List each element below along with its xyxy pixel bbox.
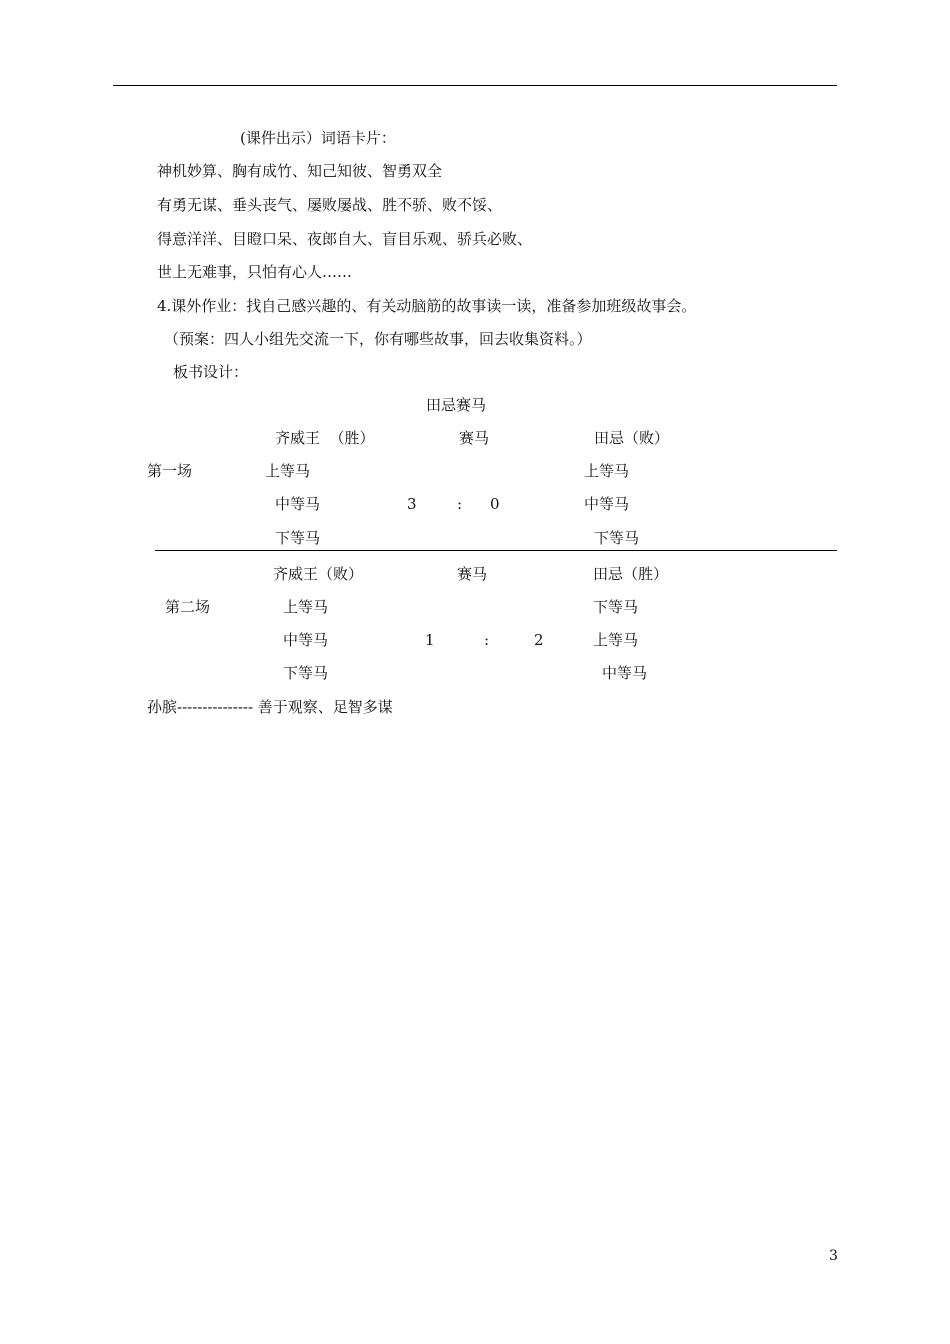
- round1-left-header: 齐威王 （胜）: [275, 429, 375, 447]
- word-line-3: 得意洋洋、目瞪口呆、夜郎自大、盲目乐观、骄兵必败、: [157, 230, 533, 248]
- board-summary: 孙膑--------------- 善于观察、足智多谋: [147, 698, 393, 716]
- round1-colon: :: [457, 495, 463, 513]
- round2-right-horse-2: 上等马: [593, 631, 639, 649]
- board-title: 田忌赛马: [426, 396, 487, 414]
- round1-right-header: 田忌（败）: [594, 429, 670, 447]
- round1-left-horse-1: 上等马: [265, 462, 311, 480]
- round1-left-horse-2: 中等马: [275, 495, 321, 513]
- round2-left-horse-3: 下等马: [283, 664, 329, 682]
- round2-left-header: 齐威王（败）: [273, 565, 364, 583]
- round2-right-horse-3: 中等马: [602, 664, 648, 682]
- round1-right-horse-3: 下等马: [594, 529, 640, 547]
- round2-right-header: 田忌（胜）: [593, 565, 669, 583]
- round1-label: 第一场: [147, 462, 193, 480]
- word-line-1: 神机妙算、胸有成竹、知己知彼、智勇双全: [157, 162, 443, 180]
- round1-right-horse-1: 上等马: [584, 462, 630, 480]
- round2-left-horse-2: 中等马: [283, 631, 329, 649]
- word-line-4: 世上无难事，只怕有心人……: [157, 263, 353, 281]
- homework-line: 4.课外作业：找自己感兴趣的、有关动脑筋的故事读一读，准备参加班级故事会。: [157, 297, 697, 315]
- round2-label: 第二场: [165, 598, 211, 616]
- round2-right-horse-1: 下等马: [593, 598, 639, 616]
- round1-right-horse-2: 中等马: [584, 495, 630, 513]
- plan-line: （预案：四人小组先交流一下，你有哪些故事，回去收集资料。）: [164, 330, 592, 348]
- board-design-label: 板书设计：: [173, 363, 249, 381]
- round2-left-horse-1: 上等马: [283, 598, 329, 616]
- round-divider: [155, 550, 837, 551]
- word-line-2: 有勇无谋、垂头丧气、屡败屡战、胜不骄、败不馁、: [157, 196, 503, 214]
- round1-score-right: 0: [490, 495, 500, 513]
- round2-score-left: 1: [425, 631, 435, 649]
- round1-left-horse-3: 下等马: [275, 529, 321, 547]
- round2-center-header: 赛马: [457, 565, 488, 583]
- round1-center-header: 赛马: [459, 429, 490, 447]
- round2-colon: :: [484, 631, 490, 649]
- round1-score-left: 3: [407, 495, 417, 513]
- page-number: 3: [829, 1248, 838, 1264]
- round2-score-right: 2: [534, 631, 544, 649]
- intro-line: (课件出示）词语卡片：: [240, 129, 396, 147]
- header-rule: [113, 85, 837, 86]
